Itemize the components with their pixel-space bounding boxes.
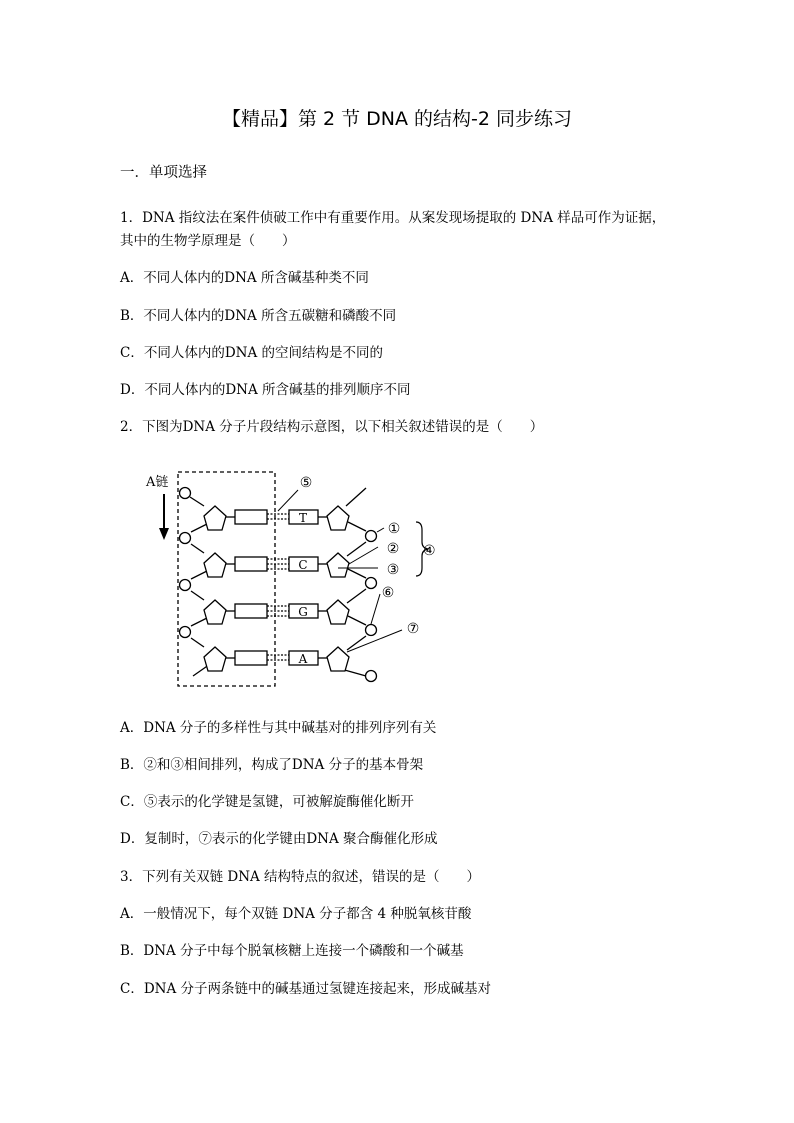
right-sugars: [327, 506, 349, 671]
q1-option-b: B．不同人体内的DNA 所含五碳糖和磷酸不同: [120, 308, 397, 324]
base-a: A: [298, 652, 308, 666]
q3-option-a: A．一般情况下，每个双链 DNA 分子都含 4 种脱氧核苷酸: [120, 906, 472, 922]
q3-stem: 3．下列有关双链 DNA 结构特点的叙述，错误的是（ ）: [120, 869, 481, 885]
marker-2: ②: [386, 541, 400, 557]
page-title: 【精品】第 2 节 DNA 的结构-2 同步练习: [221, 108, 573, 130]
marker-1: ①: [387, 521, 401, 537]
q1-option-c: C．不同人体内的DNA 的空间结构是不同的: [120, 345, 384, 361]
q1-option-a: A．不同人体内的DNA 所含碱基种类不同: [120, 270, 369, 286]
base-g: G: [298, 605, 308, 619]
q1-stem-line2: 其中的生物学原理是（ ）: [120, 233, 296, 249]
q3-option-b: B．DNA 分子中每个脱氧核糖上连接一个磷酸和一个碱基: [120, 943, 464, 959]
dna-structure-diagram: [138, 464, 438, 694]
marker-7: ⑦: [406, 621, 420, 637]
q3-option-c: C．DNA 分子两条链中的碱基通过氢键连接起来，形成碱基对: [120, 981, 492, 997]
q2-option-c: C．⑤表示的化学键是氢键，可被解旋酶催化断开: [120, 794, 414, 810]
chain-a-label: A链: [146, 475, 169, 490]
right-bases: [289, 510, 328, 665]
left-bases: [226, 510, 267, 665]
marker-5: ⑤: [299, 475, 313, 491]
marker-6: ⑥: [381, 585, 395, 601]
q2-option-b: B．②和③相间排列，构成了DNA 分子的基本骨架: [120, 757, 424, 773]
q1-option-d: D．不同人体内的DNA 所含碱基的排列顺序不同: [120, 382, 411, 398]
base-c: C: [298, 558, 308, 572]
left-phosphates: [180, 488, 191, 638]
q2-option-a: A．DNA 分子的多样性与其中碱基对的排列序列有关: [120, 720, 437, 736]
section-heading: 一．单项选择: [120, 165, 207, 181]
q2-stem: 2．下图为DNA 分子片段结构示意图，以下相关叙述错误的是（ ）: [120, 419, 544, 435]
base-t: T: [298, 511, 308, 525]
q2-option-d: D．复制时，⑦表示的化学键由DNA 聚合酶催化形成: [120, 831, 438, 847]
marker-4: ④: [423, 543, 436, 559]
q1-stem-line1: 1．DNA 指纹法在案件侦破工作中有重要作用。从案发现场提取的 DNA 样品可作为证据，: [120, 210, 666, 226]
hydrogen-bonds: [267, 514, 289, 660]
marker-3: ③: [386, 562, 400, 578]
direction-arrow-head: [159, 528, 169, 540]
left-sugars: [204, 506, 226, 671]
